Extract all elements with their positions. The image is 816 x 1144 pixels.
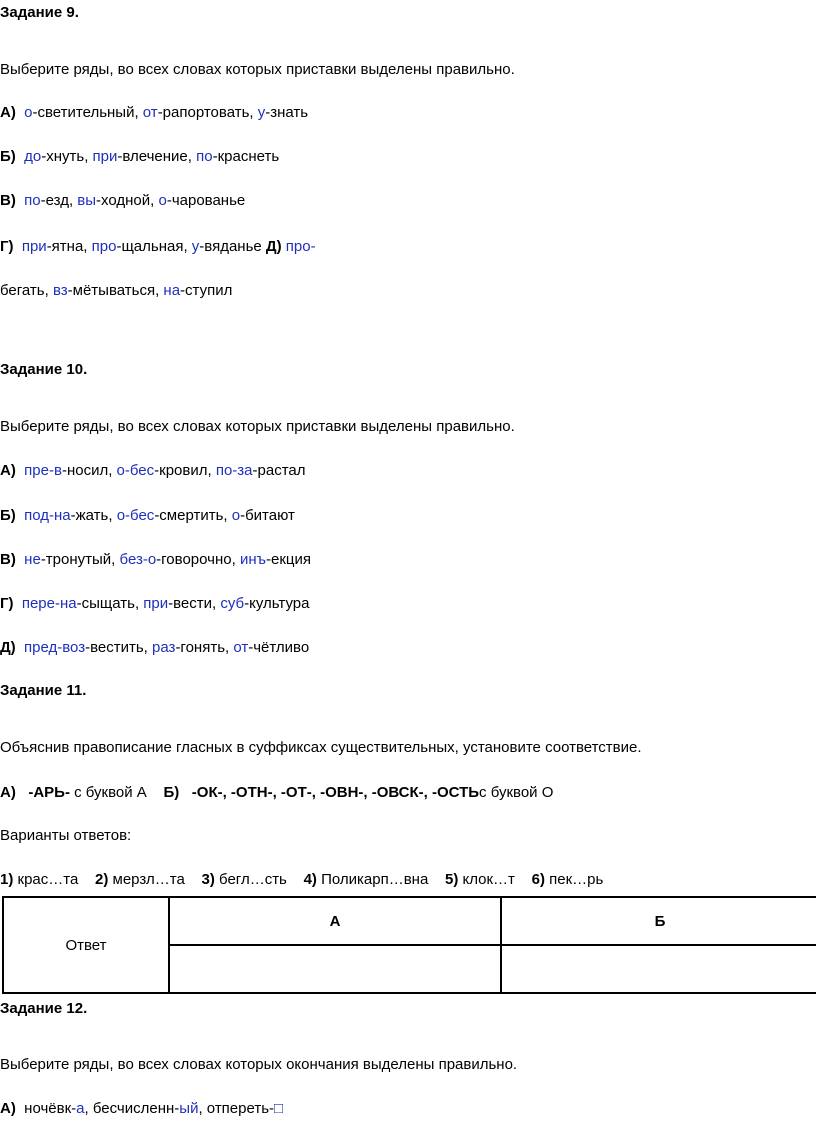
- morpheme-highlight: инъ: [239, 551, 266, 568]
- answer-cell-b[interactable]: [501, 945, 816, 993]
- option-label: А): [0, 1100, 16, 1117]
- task10-row-b: [0, 507, 295, 525]
- morpheme-highlight: ый: [179, 1100, 199, 1117]
- word-part: -тронутый,: [40, 551, 120, 568]
- answer-label: Ответ: [3, 897, 169, 993]
- word-part: -влечение,: [117, 148, 197, 165]
- task11-options: [0, 871, 603, 889]
- morpheme-highlight: а: [76, 1100, 85, 1117]
- morpheme-highlight: от: [142, 104, 158, 121]
- morpheme-highlight: суб: [220, 595, 245, 612]
- task9-row-g: [0, 238, 316, 256]
- word-part: -екция: [265, 551, 311, 568]
- option-word: клок…т: [462, 871, 515, 888]
- task9-instruction: Выберите ряды, во всех словах которых приставки выделены правильно.: [0, 61, 515, 78]
- word-part: ночёвк-: [24, 1100, 77, 1117]
- answer-col-a-header: А: [169, 897, 501, 945]
- answer-table: [2, 896, 816, 994]
- morpheme-highlight: не: [24, 551, 41, 568]
- task11-title: Задание 11.: [0, 682, 87, 699]
- task12-title: Задание 12.: [0, 1000, 88, 1017]
- option-number: 6): [531, 871, 545, 888]
- rule-a-text: с буквой А: [69, 784, 147, 801]
- option-label: А): [0, 104, 16, 121]
- task10-row-v: [0, 551, 311, 569]
- task10-row-g: [0, 595, 309, 613]
- word-part: -гонять,: [175, 639, 234, 656]
- word-part: , бесчисленн-: [84, 1100, 180, 1117]
- word-part: -рапортовать,: [157, 104, 258, 121]
- morpheme-highlight: пред-воз: [24, 639, 86, 656]
- word-part: -вяданье: [199, 238, 266, 255]
- option-word: крас…та: [17, 871, 79, 888]
- morpheme-highlight: по: [196, 148, 213, 165]
- option-label: В): [0, 192, 16, 209]
- word-part: -битают: [240, 507, 295, 524]
- task11-rules: [0, 784, 553, 802]
- morpheme-highlight: вз: [52, 282, 68, 299]
- morpheme-highlight: у: [257, 104, 266, 121]
- rule-a-label: А): [0, 784, 16, 801]
- word-part: -хнуть,: [41, 148, 93, 165]
- word-part: -растал: [252, 462, 306, 479]
- word-part: -сыщать,: [76, 595, 144, 612]
- task12-instruction: Выберите ряды, во всех словах которых окончания выделены правильно.: [0, 1056, 518, 1073]
- morpheme-highlight: при: [143, 595, 169, 612]
- morpheme-highlight: про: [91, 238, 117, 255]
- option-label: Г): [0, 595, 14, 612]
- word-part: -носил,: [61, 462, 117, 479]
- word-part: -щальная,: [116, 238, 192, 255]
- option-label: Г): [0, 238, 14, 255]
- morpheme-highlight: у: [191, 238, 200, 255]
- word-part: -культура: [244, 595, 310, 612]
- answer-cell-a[interactable]: [169, 945, 501, 993]
- word-part: -жать,: [70, 507, 117, 524]
- morpheme-highlight: о: [231, 507, 241, 524]
- option-label: Б): [0, 148, 16, 165]
- task9-row-d-cont: [0, 282, 232, 300]
- word-part: -знать: [265, 104, 309, 121]
- rule-a-suffix: -АРЬ-: [28, 784, 70, 801]
- morpheme-highlight: о-бес: [116, 507, 155, 524]
- morpheme-highlight: пере-на: [21, 595, 77, 612]
- task11-instruction: Объяснив правописание гласных в суффиксах существительных, установите соответствие.: [0, 739, 642, 756]
- option-label: Б): [0, 507, 16, 524]
- rule-b-label: Б): [163, 784, 180, 801]
- word-part: -езд,: [40, 192, 78, 209]
- task10-title: Задание 10.: [0, 361, 88, 378]
- morpheme-highlight: раз: [152, 639, 176, 656]
- word-part: бегать,: [0, 282, 53, 299]
- word-part: -вести,: [168, 595, 221, 612]
- option-number: 1): [0, 871, 14, 888]
- rule-b-suffix: -ОК-, -ОТН-, -ОТ-, -ОВН-, -ОВСК-, -ОСТЬ: [191, 784, 480, 801]
- answer-col-b-header: Б: [501, 897, 816, 945]
- task11-variants-title: Варианты ответов:: [0, 827, 132, 844]
- morpheme-highlight: на: [163, 282, 181, 299]
- word-part: , отпереть-: [198, 1100, 275, 1117]
- option-label: А): [0, 462, 16, 479]
- option-label: В): [0, 551, 16, 568]
- morpheme-highlight: про-: [285, 238, 316, 255]
- option-word: мерзл…та: [112, 871, 185, 888]
- option-number: 2): [94, 871, 109, 888]
- morpheme-highlight: вы: [77, 192, 97, 209]
- word-part: -ятна,: [46, 238, 92, 255]
- word-part: -мётываться,: [67, 282, 164, 299]
- task9-row-b: [0, 148, 279, 166]
- task9-title: Задание 9.: [0, 4, 79, 21]
- word-part: -чарованье: [166, 192, 246, 209]
- word-part: -говорочно,: [156, 551, 240, 568]
- morpheme-highlight: по-за: [215, 462, 253, 479]
- task9-row-a: [0, 104, 308, 122]
- option-number: 5): [444, 871, 459, 888]
- task12-row-a: [0, 1100, 283, 1118]
- morpheme-highlight: о-бес: [116, 462, 155, 479]
- word-part: -ступил: [180, 282, 233, 299]
- task10-row-d: [0, 639, 309, 657]
- option-word: Поликарп…вна: [321, 871, 429, 888]
- morpheme-highlight: пре-в: [24, 462, 62, 479]
- morpheme-highlight: до: [24, 148, 42, 165]
- task9-row-v: [0, 192, 245, 210]
- word-part: -кровил,: [154, 462, 216, 479]
- task10-row-a: [0, 462, 306, 480]
- morpheme-highlight: о: [158, 192, 167, 209]
- option-number: 3): [201, 871, 215, 888]
- option-word: бегл…сть: [219, 871, 287, 888]
- morpheme-highlight: о: [24, 104, 33, 121]
- task10-instruction: Выберите ряды, во всех словах которых приставки выделены правильно.: [0, 418, 515, 435]
- word-part: -светительный,: [32, 104, 143, 121]
- morpheme-highlight: под-на: [24, 507, 71, 524]
- rule-b-text: с буквой О: [479, 784, 554, 801]
- option-number: 4): [303, 871, 317, 888]
- morpheme-highlight: по: [24, 192, 41, 209]
- word-part: -смертить,: [154, 507, 232, 524]
- morpheme-highlight: от: [233, 639, 249, 656]
- word-part: -вестить,: [85, 639, 153, 656]
- option-word: пек…рь: [549, 871, 604, 888]
- word-part: -краснеть: [212, 148, 280, 165]
- word-part: -ходной,: [96, 192, 159, 209]
- option-label: Д): [0, 639, 16, 656]
- morpheme-highlight: без-о: [119, 551, 157, 568]
- morpheme-highlight: при: [21, 238, 47, 255]
- word-part: -чётливо: [248, 639, 310, 656]
- morpheme-highlight: □: [274, 1100, 284, 1117]
- word-part: Д): [265, 238, 282, 255]
- morpheme-highlight: при: [92, 148, 118, 165]
